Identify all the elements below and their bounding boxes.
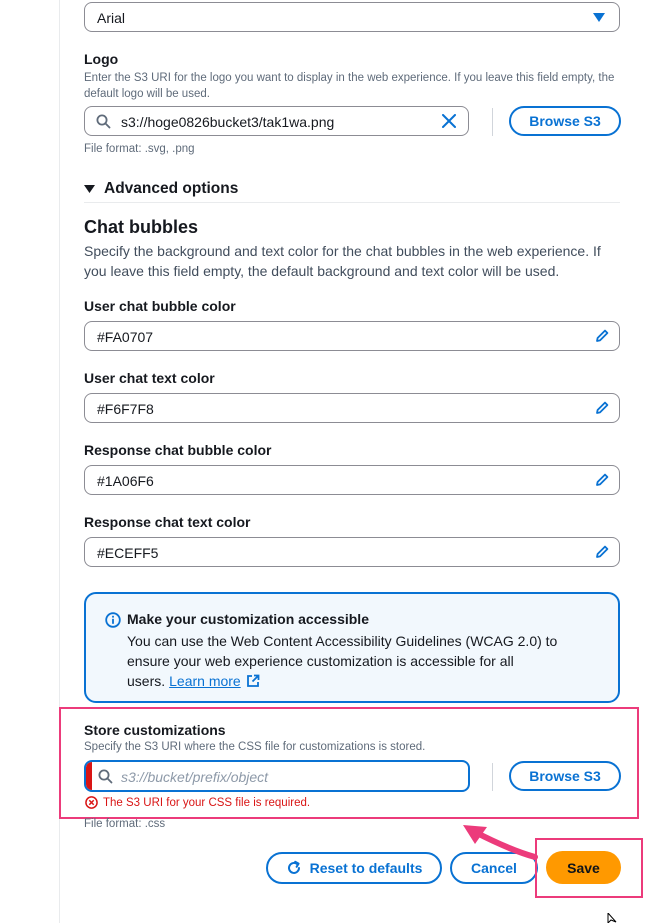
store-browse-s3-button[interactable]: Browse S3 xyxy=(509,761,621,791)
response-text-color-label: Response chat text color xyxy=(84,514,251,530)
logo-divider xyxy=(492,108,493,136)
error-icon xyxy=(85,796,98,809)
user-text-color-label: User chat text color xyxy=(84,370,215,386)
logo-browse-s3-button[interactable]: Browse S3 xyxy=(509,106,621,136)
search-icon xyxy=(98,769,113,784)
info-body-line1: You can use the Web Content Accessibility Guidelines (WCAG 2.0) to xyxy=(127,633,558,649)
refresh-icon xyxy=(286,860,302,876)
response-bubble-color-input[interactable] xyxy=(84,465,620,495)
save-button[interactable]: Save xyxy=(546,851,621,884)
store-divider xyxy=(492,763,493,791)
font-select[interactable] xyxy=(84,2,620,32)
logo-label: Logo xyxy=(84,51,119,67)
user-text-color-input[interactable] xyxy=(84,393,620,423)
store-customizations-label: Store customizations xyxy=(84,722,226,738)
user-text-color-value: #F6F7F8 xyxy=(97,401,154,417)
info-body-users: users. xyxy=(127,673,166,689)
search-icon xyxy=(96,114,111,129)
annotation-arrow-icon xyxy=(455,822,545,867)
chat-bubbles-heading: Chat bubbles xyxy=(84,217,199,237)
pencil-icon[interactable] xyxy=(594,472,610,488)
caret-down-icon xyxy=(593,13,605,22)
left-navigation-rail xyxy=(0,0,60,923)
css-uri-placeholder: s3://bucket/prefix/object xyxy=(121,769,269,785)
css-uri-error xyxy=(85,796,310,809)
response-bubble-color-value: #1A06F6 xyxy=(97,473,154,489)
user-bubble-color-label: User chat bubble color xyxy=(84,298,236,314)
error-indicator-bar xyxy=(86,762,92,790)
pencil-icon[interactable] xyxy=(594,328,610,344)
chat-bubbles-description: Specify the background and text color for the chat bubbles in the web experience. If you leave this field empty, the default background and text color will be used. xyxy=(84,243,601,279)
logo-format-hint: File format: .svg, .png xyxy=(84,143,195,155)
logo-uri-input[interactable] xyxy=(84,106,469,136)
css-format-hint: File format: .css xyxy=(84,818,166,830)
info-title: Make your customization accessible xyxy=(127,611,369,627)
advanced-options-toggle[interactable] xyxy=(84,179,238,199)
learn-more-link[interactable]: Learn more xyxy=(169,673,241,689)
pencil-icon[interactable] xyxy=(594,544,610,560)
response-bubble-color-label: Response chat bubble color xyxy=(84,442,272,458)
user-bubble-color-input[interactable] xyxy=(84,321,620,351)
info-body-line2: ensure your web experience customization is accessible for all xyxy=(127,653,514,669)
response-text-color-value: #ECEFF5 xyxy=(97,545,159,561)
external-link-icon[interactable] xyxy=(246,674,260,688)
reset-to-defaults-button[interactable] xyxy=(266,852,442,884)
font-select-value: Arial xyxy=(97,10,126,26)
logo-description: Enter the S3 URI for the logo you want to display in the web experience. If you leave this field empty, the default logo will be used. xyxy=(84,72,615,100)
css-uri-error-text: The S3 URI for your CSS file is required. xyxy=(103,796,311,809)
cursor-icon xyxy=(607,913,619,923)
advanced-options-label: Advanced options xyxy=(104,180,239,197)
css-uri-input[interactable] xyxy=(84,760,470,792)
reset-label: Reset to defaults xyxy=(309,860,423,876)
store-customizations-description: Specify the S3 URI where the CSS file for customizations is stored. xyxy=(84,741,426,753)
pencil-icon[interactable] xyxy=(594,400,610,416)
info-icon xyxy=(105,612,121,628)
logo-uri-value: s3://hoge0826bucket3/tak1wa.png xyxy=(121,114,335,130)
response-text-color-input[interactable] xyxy=(84,537,620,567)
clear-icon[interactable] xyxy=(442,114,456,128)
section-divider xyxy=(84,202,620,203)
caret-down-icon xyxy=(84,185,95,194)
cancel-button[interactable]: Cancel xyxy=(450,852,538,884)
accessibility-info-alert xyxy=(84,592,620,703)
info-body-line3 xyxy=(127,671,260,691)
user-bubble-color-value: #FA0707 xyxy=(97,329,154,345)
